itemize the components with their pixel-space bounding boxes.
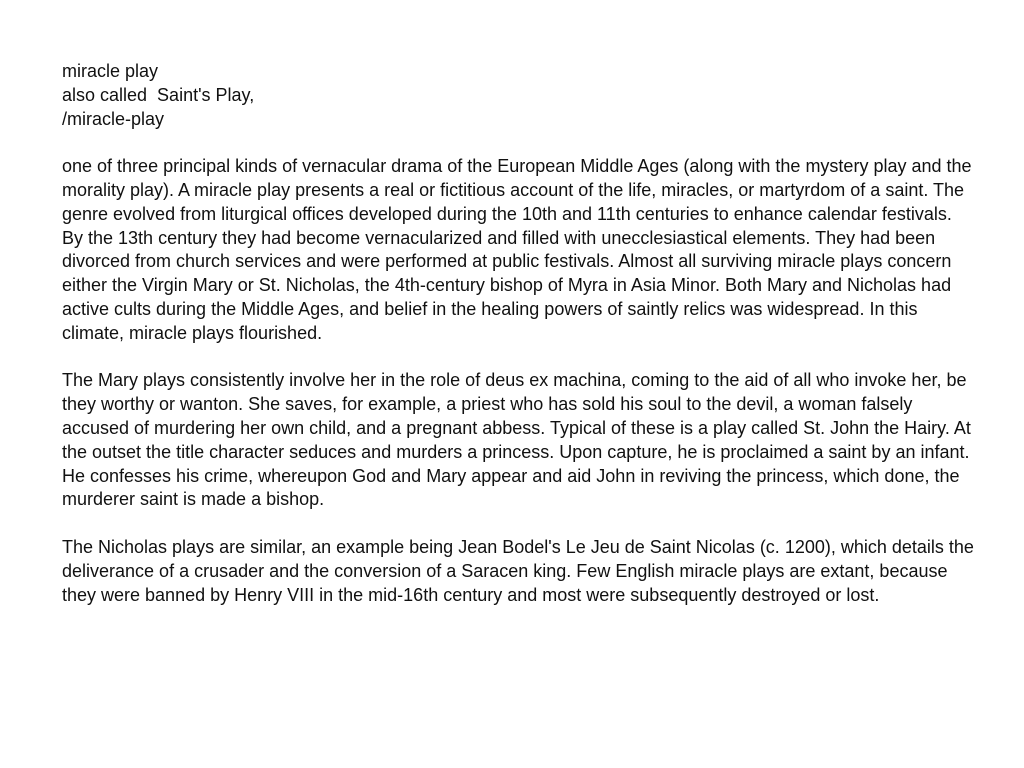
spacer xyxy=(62,131,974,155)
paragraph-mary-plays: The Mary plays consistently involve her in the role of deus ex machina, coming to the aid of all who invoke her, be they worthy or wanton. She saves, for example, a priest who has sold his soul to the devil, a woman falsely accused of murdering her own child, and a pregnant abbess. Typical of these is a play called St. John the Hairy. At the outset the title character seduces and murders a princess. Upon capture, he is proclaimed a saint by an infant. He confesses his crime, whereupon God and Mary appear and aid John in reviving the princess, which done, the murderer saint is made a bishop. xyxy=(62,370,971,510)
entry-alias: also called Saint's Play, xyxy=(62,84,255,105)
spacer xyxy=(62,512,974,536)
spacer xyxy=(62,346,974,370)
entry-slug: /miracle-play xyxy=(62,108,165,129)
document-page xyxy=(62,60,974,607)
paragraph-nicholas-plays: The Nicholas plays are similar, an example being Jean Bodel's Le Jeu de Saint Nicolas (c. 1200), which details the deliverance of a crusader and the conversion of a Saracen king. Few English miracle plays are extant, because they were banned by Henry VIII in the mid-16th century and most were subsequently destroyed or lost. xyxy=(62,536,974,605)
paragraph-intro: one of three principal kinds of vernacular drama of the European Middle Ages (along with the mystery play and the morality play). A miracle play presents a real or fictitious account of the life, miracles, or martyrdom of a saint. The genre evolved from liturgical offices developed during the 10th and 11th centuries to enhance calendar festivals. By the 13th century they had become vernacularized and filled with unecclesiastical elements. They had been divorced from church services and were performed at public festivals. Almost all surviving miracle plays concern either the Virgin Mary or St. Nicholas, the 4th-century bishop of Myra in Asia Minor. Both Mary and Nicholas had active cults during the Middle Ages, and belief in the healing powers of saintly relics was widespread. In this climate, miracle plays flourished. xyxy=(62,156,972,343)
entry-title: miracle play xyxy=(62,61,159,81)
